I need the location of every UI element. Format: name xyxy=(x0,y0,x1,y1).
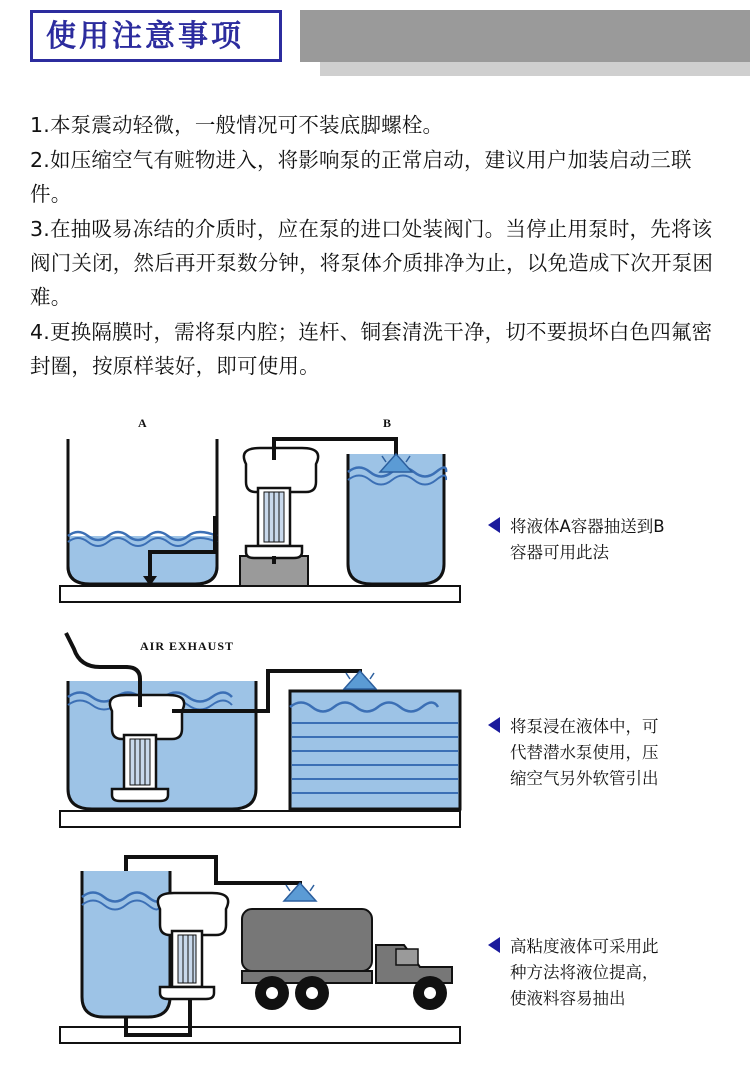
note-item-3: 3.在抽吸易冻结的介质时，应在泵的进口处装阀门。当停止用泵时，先将该阀门关闭，然后再开泵数分钟，将泵体介质排净为止，以免造成下次开泵困难。 xyxy=(30,217,714,309)
header-gray-band-shadow xyxy=(320,62,750,76)
figure-tanker-truck xyxy=(0,849,750,1071)
figure-3-caption: 高粘度液体可采用此种方法将液位提高，使液料容易抽出 xyxy=(510,937,659,1008)
figure-2-caption: 将泵浸在液体中，可代替潜水泵使用，压缩空气另外软管引出 xyxy=(510,717,659,788)
notes-list xyxy=(30,108,730,384)
page-header xyxy=(0,0,750,88)
figures-container xyxy=(0,404,750,1071)
figure-tank-to-tank xyxy=(0,404,750,619)
figure-submerged-pump xyxy=(0,619,750,849)
caption-arrow-icon-3 xyxy=(488,937,500,953)
note-item-4: 4.更换隔膜时，需将泵内腔；连杆、铜套清洗干净，切不要损坏白色四氟密封圈，按原样装好，即可使用。 xyxy=(30,320,713,378)
caption-arrow-icon-1 xyxy=(488,517,500,533)
pump-body-1 xyxy=(240,448,318,586)
page-title: 使用注意事项 xyxy=(46,19,244,54)
caption-arrow-icon-2 xyxy=(488,717,500,733)
figure-1-label-b: B xyxy=(383,416,392,430)
figure-1-label-a: A xyxy=(138,416,147,430)
note-item-1: 1.本泵震动轻微，一般情况可不装底脚螺栓。 xyxy=(30,113,444,137)
figure-1-graphic xyxy=(0,404,750,619)
note-item-2: 2.如压缩空气有赃物进入，将影响泵的正常启动，建议用户加装启动三联件。 xyxy=(30,148,692,206)
figure-2-label-exhaust: AIR EXHAUST xyxy=(140,639,235,653)
tanker-truck xyxy=(242,909,452,1010)
header-gray-band xyxy=(300,10,750,62)
figure-1-caption: 将液体A容器抽送到B容器可用此法 xyxy=(510,517,665,562)
